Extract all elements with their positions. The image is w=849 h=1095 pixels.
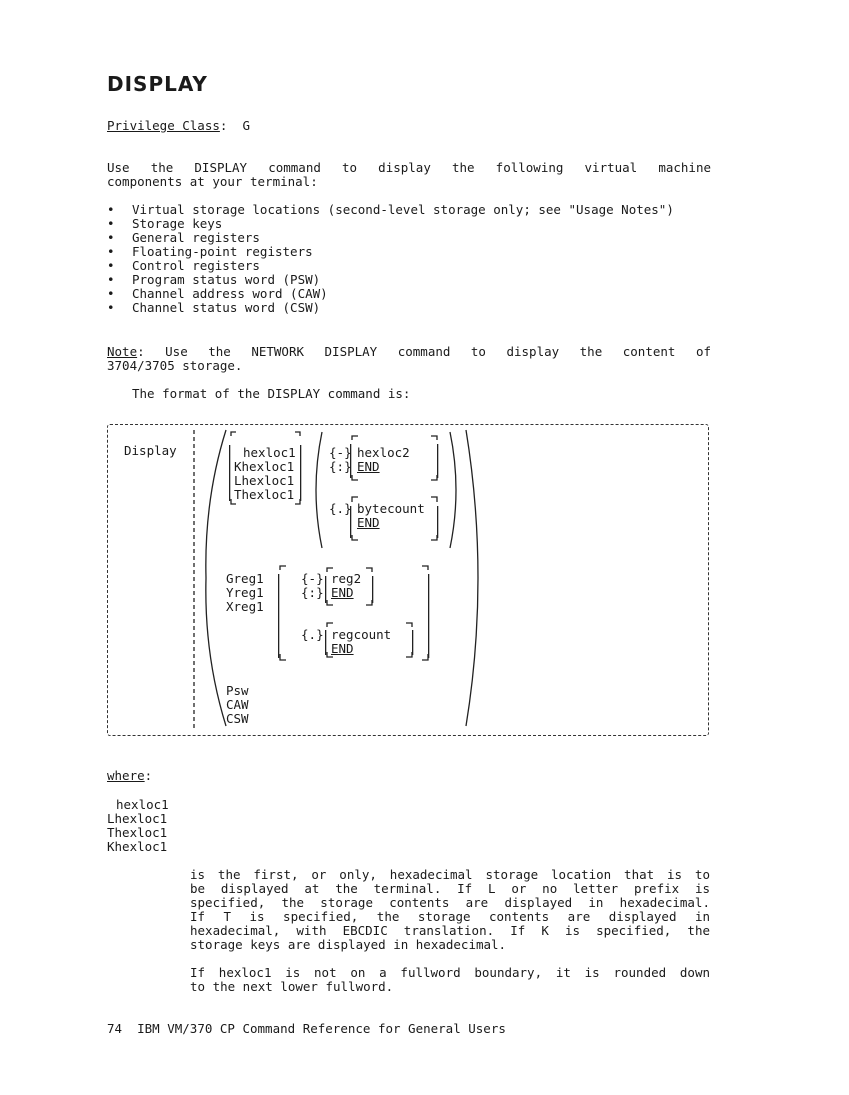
range-left-paren xyxy=(316,432,322,548)
syntax-end-4: END xyxy=(331,641,354,656)
syntax-end-2: END xyxy=(357,515,380,530)
note-line-2: 3704/3705 storage. xyxy=(107,358,243,373)
syntax-hexloc2: hexloc2 xyxy=(357,445,410,460)
syntax-range-op-colon-line: {:} xyxy=(329,459,352,474)
syntax-bytecount: bytecount xyxy=(357,501,425,516)
syntax-psw: Psw xyxy=(226,683,249,698)
privilege-value: G xyxy=(242,118,251,133)
hexloc-bracket-br xyxy=(295,499,300,504)
syntax-end-1: END xyxy=(357,459,380,474)
note-line-1: Use the NETWORK DISPLAY command to display the content of xyxy=(165,344,711,359)
desc-line-1: is the first, or only, hexadecimal storage location that is to xyxy=(190,867,710,882)
syntax-count-op-1: {.} xyxy=(329,501,352,516)
where-term-1: hexloc1 xyxy=(116,797,169,812)
note-colon: : xyxy=(137,344,145,359)
syntax-command: Display xyxy=(124,443,177,458)
page-footer xyxy=(107,1022,506,1036)
format-line: The format of the DISPLAY command is: xyxy=(132,386,411,401)
desc2-line-2: to the next lower fullword. xyxy=(190,979,394,994)
syntax-end-3: END xyxy=(331,585,354,600)
where-term-3: Thexloc1 xyxy=(107,825,168,840)
list-item: • Floating-point registers xyxy=(107,244,313,259)
intro-line-2: components at your terminal: xyxy=(107,174,318,189)
privilege-colon: : xyxy=(219,118,228,133)
page-number: 74 xyxy=(107,1021,123,1036)
range-op-colon: : xyxy=(336,459,345,474)
outer-left-brace xyxy=(206,430,226,726)
syntax-regcount: regcount xyxy=(331,627,392,642)
list-item: • Virtual storage locations (second-level storage only; see "Usage Notes") xyxy=(107,202,674,217)
syntax-reg-op-dash: {-} xyxy=(301,571,324,586)
list-item: • Channel status word (CSW) xyxy=(107,300,321,315)
desc-line-2: be displayed at the terminal. If L or no letter prefix is xyxy=(190,881,710,896)
where-term-2: Lhexloc1 xyxy=(107,811,168,826)
list-item: • Channel address word (CAW) xyxy=(107,286,328,301)
hexloc-bracket-tl xyxy=(231,432,236,436)
book-title: IBM VM/370 CP Command Reference for General Users xyxy=(137,1021,506,1036)
syntax-caw: CAW xyxy=(226,697,249,712)
list-item: • General registers xyxy=(107,230,260,245)
syntax-range-ops: {-} xyxy=(329,445,352,460)
list-item: • Storage keys xyxy=(107,216,223,231)
desc-line-4: If T is specified, the storage contents are displayed in xyxy=(190,909,710,924)
range-op-dash: - xyxy=(336,445,345,460)
syntax-count-op-2: {.} xyxy=(301,627,324,642)
where-label: where: xyxy=(107,768,153,783)
syntax-reg-3: Xreg1 xyxy=(226,599,264,614)
syntax-reg-1: Greg1 xyxy=(226,571,264,586)
hexloc-bracket-tr xyxy=(295,432,300,436)
syntax-hexloc-3: Lhexloc1 xyxy=(234,473,295,488)
range-right-paren xyxy=(450,432,456,548)
syntax-hexloc-4: Thexloc1 xyxy=(234,487,295,502)
syntax-reg-2: Yreg1 xyxy=(226,585,264,600)
syntax-hexloc-1: hexloc1 xyxy=(243,445,296,460)
syntax-reg-op-colon: {:} xyxy=(301,585,324,600)
list-item: • Control registers xyxy=(107,258,260,273)
page-title: DISPLAY xyxy=(107,72,208,96)
desc-line-3: specified, the storage contents are displayed in hexadecimal. xyxy=(190,895,710,910)
syntax-csw: CSW xyxy=(226,711,249,726)
syntax-hexloc-2: Khexloc1 xyxy=(234,459,295,474)
note-label: Note xyxy=(107,344,138,359)
privilege-label: Privilege Class xyxy=(107,118,220,133)
desc2-line-1: If hexloc1 is not on a fullword boundary, it is rounded down xyxy=(190,965,710,980)
outer-right-paren xyxy=(466,430,478,726)
syntax-reg2: reg2 xyxy=(331,571,362,586)
desc-line-5: hexadecimal, with EBCDIC translation. If K is specified, the xyxy=(190,923,710,938)
list-item: • Program status word (PSW) xyxy=(107,272,321,287)
where-term-4: Khexloc1 xyxy=(107,839,168,854)
desc-line-6: storage keys are displayed in hexadecimal. xyxy=(190,937,507,952)
intro-line-1: Use the DISPLAY command to display the following virtual machine xyxy=(107,160,711,175)
